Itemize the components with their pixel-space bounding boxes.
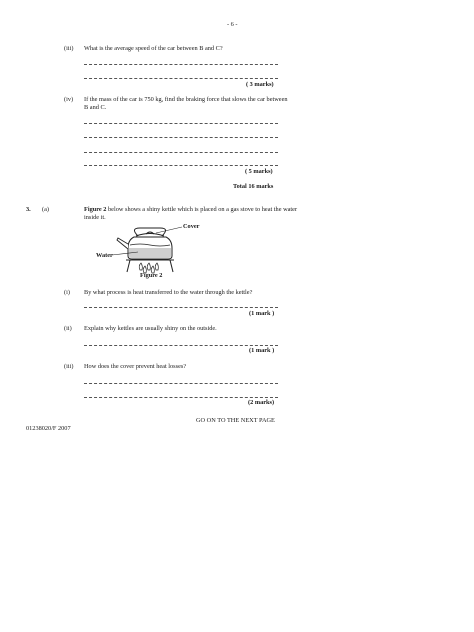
answer-line — [84, 78, 278, 79]
answer-line — [84, 383, 278, 384]
answer-line — [84, 64, 278, 65]
question-3a-iii-marks: (2 marks) — [248, 399, 275, 406]
answer-line — [84, 165, 278, 166]
answer-line — [84, 307, 278, 308]
figure-label-cover: Cover — [183, 223, 200, 230]
figure-caption: Figure 2 — [140, 272, 163, 279]
question-iv-label: (iv) — [64, 96, 74, 103]
kettle-spout — [117, 238, 128, 249]
flame-icon — [147, 263, 150, 270]
question-3-number: 3. — [26, 206, 31, 213]
answer-line — [84, 137, 278, 138]
stove-leg — [127, 260, 130, 272]
question-3a-ii-text: Explain why kettles are usually shiny on the outside. — [84, 325, 217, 332]
flame-icon — [155, 263, 158, 270]
question-3a-ii-marks: (1 mark ) — [249, 347, 275, 354]
stove-leg — [170, 260, 173, 272]
paper-code: 01238020/F 2007 — [26, 425, 71, 432]
question-3a-i-text: By what process is heat transferred to the water through the kettle? — [84, 289, 253, 296]
water — [129, 248, 171, 258]
answer-line — [84, 152, 278, 153]
flame-icon — [139, 263, 142, 270]
question-iv-marks: ( 5 marks) — [245, 168, 273, 175]
question-3a-i-marks: (1 mark ) — [249, 310, 275, 317]
question-iii-marks: ( 3 marks) — [246, 81, 274, 88]
kettle-cover — [136, 234, 164, 237]
question-3a-ii-label: (ii) — [64, 325, 72, 332]
question-iii-label: (iii) — [64, 45, 74, 52]
question-3a-iii-text: How does the cover prevent heat losses? — [84, 363, 187, 370]
answer-line — [84, 397, 278, 398]
figure-ref: Figure 2 — [84, 206, 107, 213]
figure-label-water: Water — [96, 252, 113, 259]
question-3-part: (a) — [42, 206, 49, 213]
question-total: Total 16 marks — [233, 183, 274, 190]
question-3a-i-label: (i) — [64, 289, 70, 296]
page-number: - 6 - — [227, 21, 238, 28]
question-iii-text: What is the average speed of the car between B and C? — [84, 45, 223, 52]
answer-line — [84, 123, 278, 124]
answer-line — [84, 345, 278, 346]
question-iv-text-line1: If the mass of the car is 750 kg, find the braking force that slows the car between — [84, 96, 288, 103]
question-iv-text-line2: B and C. — [84, 104, 107, 111]
question-3-intro — [84, 206, 297, 214]
next-page-notice: GO ON TO THE NEXT PAGE — [196, 417, 275, 424]
intro-rest: below shows a shiny kettle which is placed on a gas stove to heat the water — [106, 206, 298, 213]
question-3a-iii-label: (iii) — [64, 363, 74, 370]
question-3-intro-line2: inside it. — [84, 214, 106, 221]
